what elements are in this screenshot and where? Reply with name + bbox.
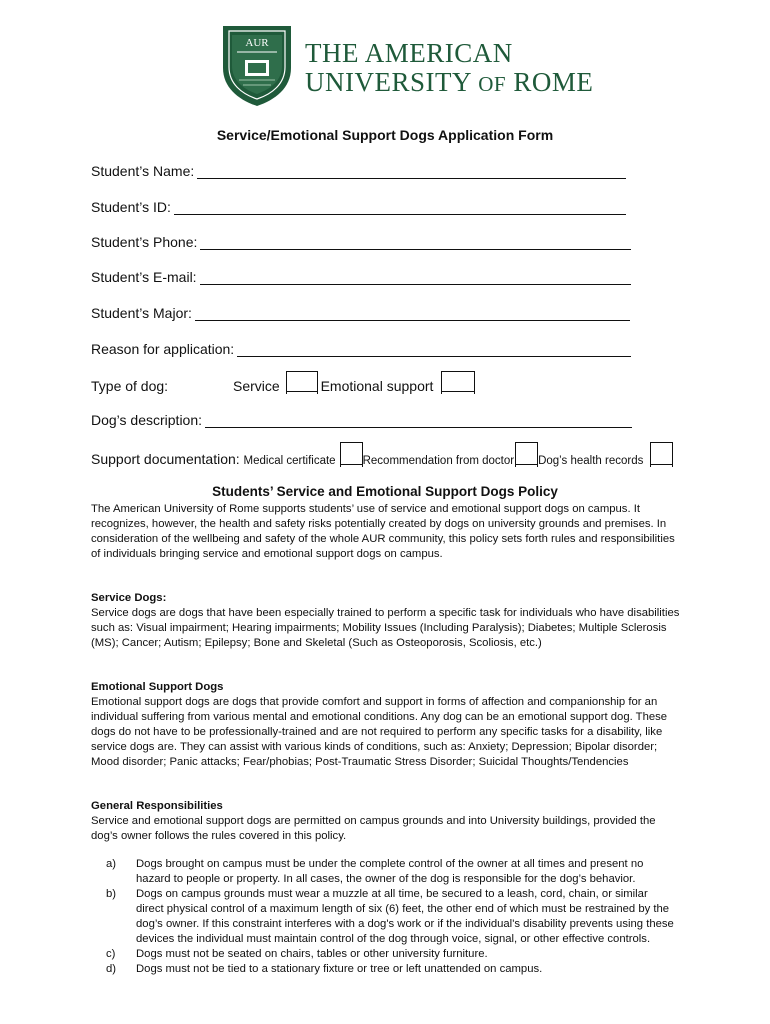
- list-marker: a): [106, 858, 117, 870]
- list-marker: d): [106, 963, 117, 975]
- list-item: [106, 857, 676, 887]
- student-major-row: [91, 305, 630, 321]
- doc-recommendation-checkbox[interactable]: [515, 442, 538, 467]
- list-item: [106, 962, 676, 977]
- student-name-field[interactable]: [197, 164, 626, 179]
- doc-medical-label: Medical certificate: [243, 455, 336, 467]
- form-title: Service/Emotional Support Dogs Application Form: [216, 127, 554, 143]
- type-service-label: Service: [233, 378, 280, 394]
- university-name-line2: [305, 69, 593, 96]
- type-emotional-checkbox[interactable]: [441, 371, 475, 394]
- list-text: Dogs brought on campus must be under the complete control of the owner at all times and present no hazard to people or property. In all cases, the owner of the dog is responsible for the dog’s behavior.: [136, 858, 644, 885]
- list-item: [106, 887, 676, 947]
- name-rome: ROME: [513, 67, 594, 97]
- type-emotional-label: Emotional support: [320, 378, 434, 394]
- type-service-checkbox[interactable]: [286, 371, 318, 394]
- dog-description-label: Dog’s description:: [91, 412, 203, 428]
- student-phone-label: Student’s Phone:: [91, 234, 198, 250]
- general-responsibilities-text: Service and emotional support dogs are permitted on campus grounds and into University buildings, provided the dog’s owner follows the rules covered in this policy.: [91, 815, 656, 842]
- reason-label: Reason for application:: [91, 341, 235, 357]
- dog-description-row: [91, 412, 632, 428]
- student-id-field[interactable]: [174, 200, 626, 215]
- student-name-label: Student’s Name:: [91, 163, 195, 179]
- svg-text:AUR: AUR: [245, 37, 269, 49]
- rules-list: [106, 857, 676, 977]
- student-phone-field[interactable]: [200, 235, 631, 250]
- list-marker: b): [106, 888, 117, 900]
- doc-recommendation-label: Recommendation from doctor: [362, 455, 515, 467]
- list-item: [106, 947, 676, 962]
- policy-title: Students’ Service and Emotional Support Dogs Policy: [212, 484, 558, 499]
- doc-health-checkbox[interactable]: [650, 442, 673, 467]
- student-id-label: Student’s ID:: [91, 199, 171, 215]
- student-phone-row: [91, 234, 631, 250]
- doc-health-label: Dog’s health records: [538, 455, 644, 467]
- reason-row: [91, 341, 631, 357]
- student-email-row: [91, 269, 631, 285]
- documentation-label: Support documentation:: [91, 451, 240, 467]
- list-text: Dogs must not be seated on chairs, tables or other university furniture.: [136, 948, 488, 960]
- dog-description-field[interactable]: [205, 413, 632, 428]
- student-major-label: Student’s Major:: [91, 305, 192, 321]
- student-email-field[interactable]: [200, 270, 631, 285]
- university-crest-logo: [219, 22, 295, 108]
- university-name-line1: THE AMERICAN: [305, 38, 513, 68]
- student-major-field[interactable]: [195, 306, 630, 321]
- name-of: OF: [478, 72, 507, 96]
- documentation-row: [91, 442, 673, 467]
- general-responsibilities-heading: General Responsibilities: [91, 800, 223, 812]
- emotional-dogs-text: Emotional support dogs are dogs that provide comfort and support in forms of affection and companionship for an individual suffering from various mental and emotional conditions. Any dog can be an emotional support dog. These dogs do not have to be professionally-trained and are not required to perform any specific tasks for a disability, like service dogs are. They can assist with various kinds of conditions, such as: Anxiety; Depression; Bipolar disorder; Mood disorder; Panic attacks; Fear/phobias; Post-Traumatic Stress Disorder; Suicidal Thoughts/Tendencies: [91, 696, 668, 768]
- emotional-dogs-heading: Emotional Support Dogs: [91, 681, 224, 693]
- general-responsibilities-section: [91, 799, 681, 844]
- service-dogs-text: Service dogs are dogs that have been especially trained to perform a specific task for individuals who have disabilities such as: Visual impairment; Hearing impairments; Mobility Issues (Including Paralysis); Diabetes; Multiple Sclerosis (MS); Cancer; Autism; Epilepsy; Bone and Skeletal (Such as Osteoporosis, Scoliosis, etc.): [91, 607, 680, 649]
- service-dogs-heading: Service Dogs:: [91, 592, 167, 604]
- name-university: UNIVERSITY: [305, 67, 471, 97]
- student-email-label: Student’s E-mail:: [91, 269, 197, 285]
- student-name-row: [91, 163, 626, 179]
- crest-icon: [219, 22, 295, 108]
- list-text: Dogs on campus grounds must wear a muzzle at all time, be secured to a leash, cord, chain, or similar direct physical control of a maximum length of six (6) feet, the other end of which must be restrained by the dog’s owner. If this constraint interferes with a dog's work or if the individual's disability prevents using these devices the individual must maintain control of the dog through voice, signal, or other effective controls.: [136, 888, 674, 945]
- university-name: [305, 40, 593, 96]
- list-marker: c): [106, 948, 116, 960]
- type-of-dog-label: Type of dog:: [91, 378, 169, 394]
- student-id-row: [91, 199, 626, 215]
- emotional-dogs-section: [91, 680, 681, 770]
- doc-medical-checkbox[interactable]: [340, 442, 363, 467]
- policy-intro: The American University of Rome supports students’ use of service and emotional support dogs on campus. It recognizes, however, the health and safety risks potentially created by dogs on university grounds and premises. In consideration of the wellbeing and safety of the whole AUR community, this policy sets forth rules and responsibilities of individuals bringing service and emotional support dogs on campus.: [91, 503, 675, 560]
- service-dogs-section: [91, 591, 681, 651]
- list-text: Dogs must not be tied to a stationary fixture or tree or left unattended on campus.: [136, 963, 543, 975]
- type-of-dog-row: [91, 371, 475, 394]
- reason-field[interactable]: [237, 342, 631, 357]
